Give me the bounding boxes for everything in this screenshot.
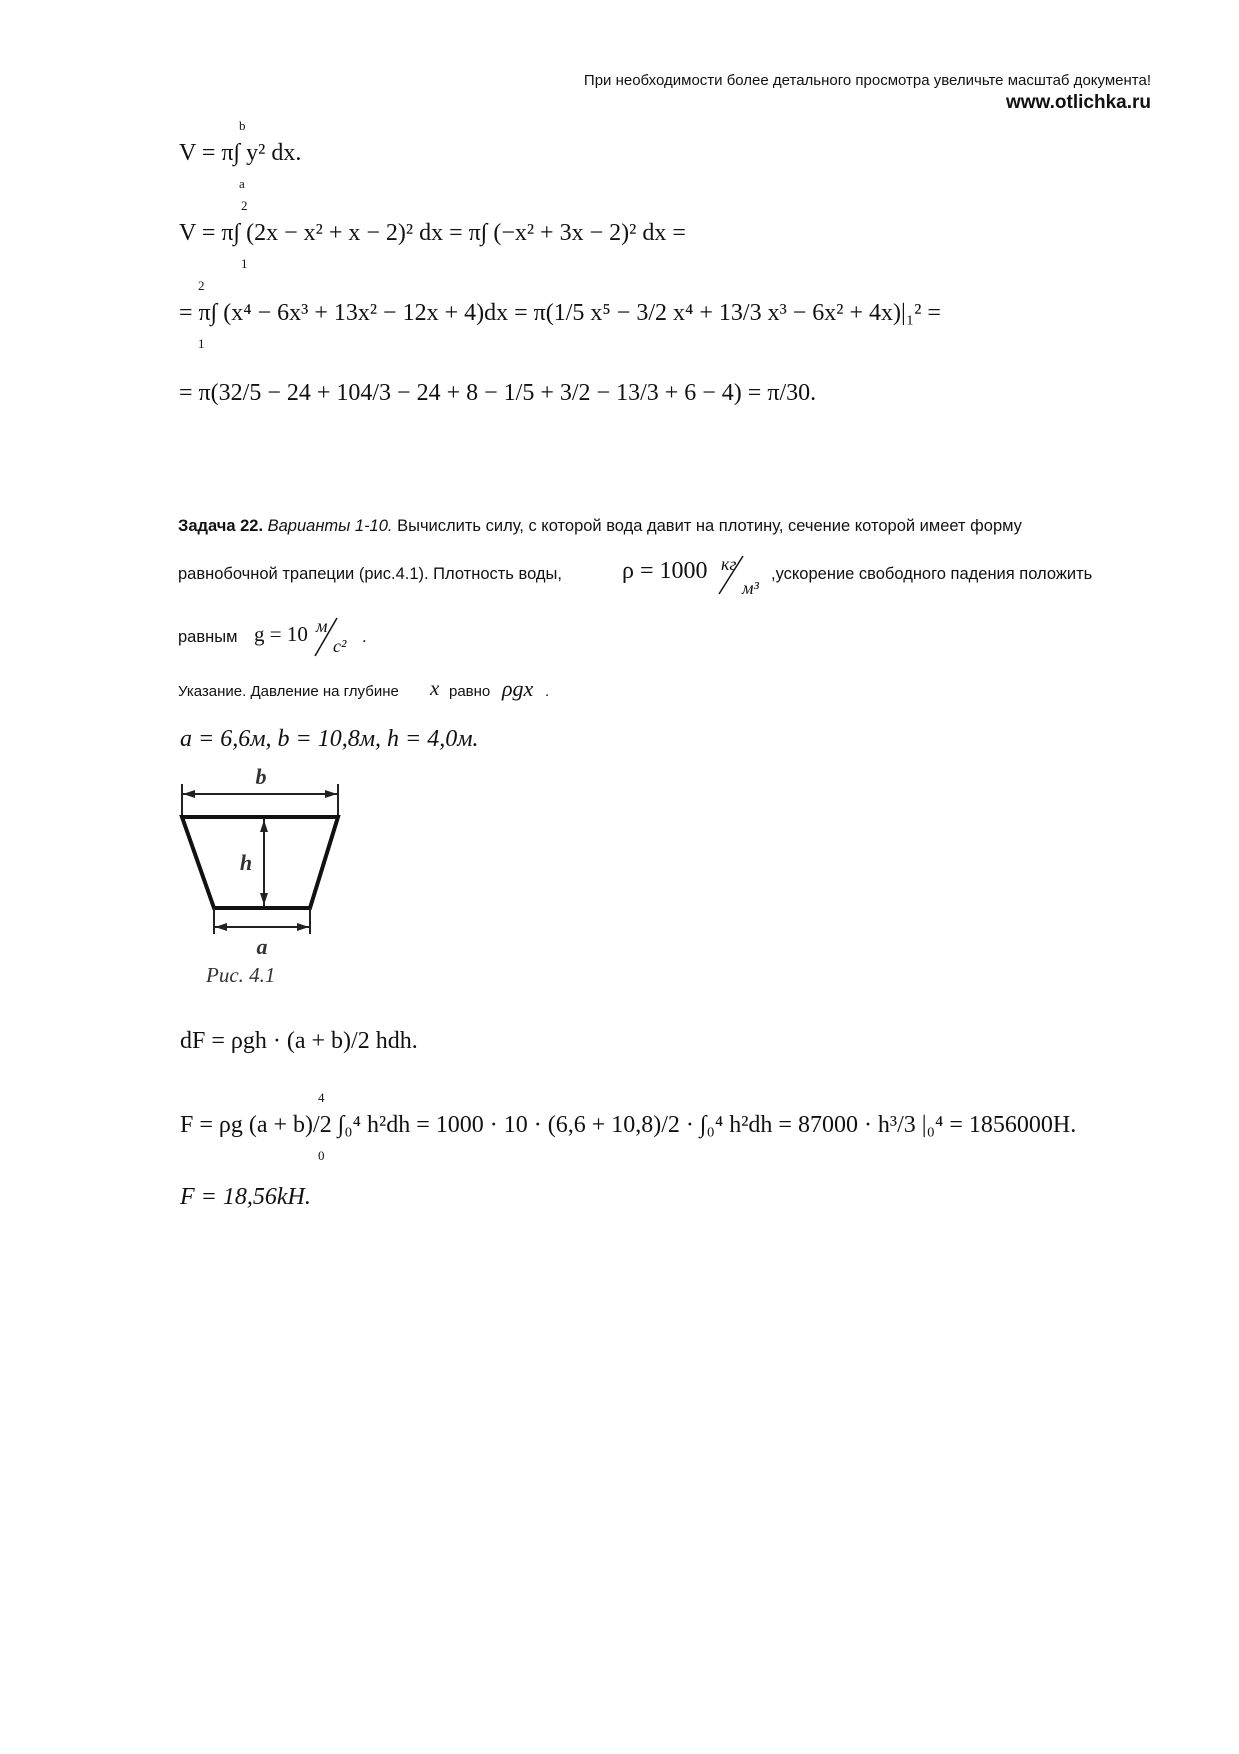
task-text-3b: . <box>362 628 367 646</box>
integral-lower-limit: 1 <box>198 336 205 351</box>
task-text-1: Вычислить силу, с которой вода давит на плотину, сечение которой имеет форму <box>397 517 1022 535</box>
integral-lower-limit: a <box>239 176 245 191</box>
task-text-2a: равнобочной трапеции (рис.4.1). Плотность воды, <box>178 565 562 583</box>
integral-upper-limit: 2 <box>198 278 205 293</box>
integral-upper-limit: 2 <box>241 198 248 213</box>
task-title: Задача 22. <box>178 517 264 535</box>
task-text-3a: равным <box>178 628 238 646</box>
task-line-1 <box>178 517 1022 536</box>
integral-upper-limit: 4 <box>318 1090 325 1105</box>
equation-volume-substitution: V = π∫ (2x − x² + x − 2)² dx = π∫ (−x² + 3x − 2)² dx = <box>179 220 686 246</box>
label-b: b <box>255 764 267 789</box>
equation-force-differential: dF = ρgh · (a + b)/2 hdh. <box>180 1028 418 1054</box>
density-unit-denominator: м³ <box>742 578 759 598</box>
integral-upper-limit: b <box>239 118 246 133</box>
integral-lower-limit: 1 <box>241 256 248 271</box>
density-value: ρ = 1000 <box>622 558 708 584</box>
label-h: h <box>239 850 253 875</box>
task-line-2 <box>178 565 562 584</box>
header-notice: При необходимости более детального просмотра увеличьте масштаб документа! <box>583 72 1151 89</box>
problem-parameters: a = 6,6м, b = 10,8м, h = 4,0м. <box>180 726 479 752</box>
label-a: a <box>256 934 268 959</box>
equation-volume-formula: V = π∫ y² dx. <box>179 140 302 166</box>
trapezoid-shape <box>182 817 338 908</box>
figure-caption: Рис. 4.1 <box>206 963 276 987</box>
task-variants: Варианты 1-10. <box>267 517 393 535</box>
hint-text-a: Указание. Давление на глубине <box>178 683 399 700</box>
gravity-unit-numerator: м <box>316 616 328 636</box>
dimension-a <box>214 908 310 959</box>
equation-volume-expansion: = π∫ (x⁴ − 6x³ + 13x² − 12x + 4)dx = π(1/5 x⁵ − 3/2 x⁴ + 13/3 x³ − 6x² + 4x)|₁² = <box>179 300 941 326</box>
hint-text-c: . <box>545 683 550 700</box>
hint-text-b: равно <box>449 683 491 700</box>
hint-pressure-formula: ρgx <box>502 676 534 701</box>
task-text-2b: ,ускорение свободного падения положить <box>771 565 1093 583</box>
density-unit-numerator: кг <box>721 554 737 574</box>
dimension-b <box>182 764 338 818</box>
hint-depth-variable: x <box>430 676 440 700</box>
header-site[interactable]: www.otlichka.ru <box>1006 92 1151 113</box>
trapezoid-figure <box>170 762 360 962</box>
equation-force-integral: F = ρg (a + b)/2 ∫₀⁴ h²dh = 1000 · 10 · (6,6 + 10,8)/2 · ∫₀⁴ h²dh = 87000 · h³/3 |₀⁴ = 1856000H. <box>180 1112 1077 1138</box>
equation-volume-result: = π(32/5 − 24 + 104/3 − 24 + 8 − 1/5 + 3/2 − 13/3 + 6 − 4) = π/30. <box>179 380 817 406</box>
equation-force-result: F = 18,56kH. <box>180 1184 311 1210</box>
gravity-unit-denominator: с² <box>333 636 347 656</box>
integral-lower-limit: 0 <box>318 1148 325 1163</box>
gravity-value: g = 10 <box>254 622 308 646</box>
dimension-h <box>240 819 268 906</box>
